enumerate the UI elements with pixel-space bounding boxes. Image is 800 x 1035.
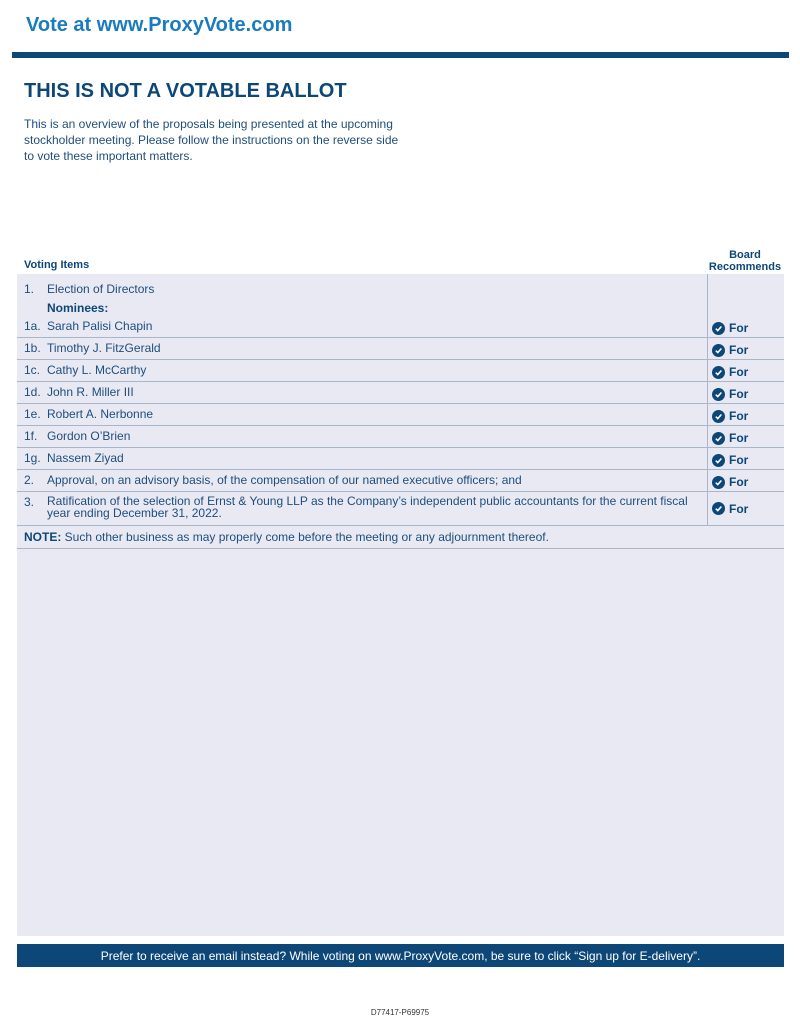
check-circle-icon	[712, 344, 725, 357]
note-label: NOTE:	[24, 530, 62, 544]
nominees-label: Nominees:	[47, 301, 109, 315]
item-number: 2.	[24, 473, 35, 487]
table-row	[17, 360, 784, 382]
item-label: Timothy J. FitzGerald	[47, 341, 161, 355]
recommendation: For	[712, 343, 748, 357]
intro-text: This is an overview of the proposals being presented at the upcoming stockholder meeting. Please follow the instructions on the reverse side to vote these important matters.	[24, 117, 399, 163]
recommendation: For	[712, 502, 748, 516]
item-label: Nassem Ziyad	[47, 451, 124, 465]
item-number: 1c.	[24, 363, 41, 377]
item-number: 1g.	[24, 451, 41, 465]
item-number: 1f.	[24, 429, 38, 443]
check-circle-icon	[712, 322, 725, 335]
check-circle-icon	[712, 476, 725, 489]
recommendation: For	[712, 321, 748, 335]
recommendation: For	[712, 431, 748, 445]
recommendation: For	[712, 453, 748, 467]
table-row	[17, 448, 784, 470]
item-label: Cathy L. McCarthy	[47, 363, 147, 377]
note-row	[17, 526, 784, 549]
item-label: Sarah Palisi Chapin	[47, 319, 153, 333]
table-row	[17, 382, 784, 404]
header-rule	[12, 52, 789, 58]
board-recommends-header: Board Recommends	[708, 249, 782, 273]
header-title: Vote at www.ProxyVote.com	[26, 14, 293, 36]
recommendation: For	[712, 409, 748, 423]
election-label: Election of Directors	[47, 282, 155, 296]
voting-items-header: Voting Items	[24, 259, 90, 271]
item-label: Gordon O’Brien	[47, 429, 131, 443]
table-row	[17, 492, 784, 526]
document-code: D77417-P69975	[370, 1008, 430, 1017]
table-row	[17, 404, 784, 426]
item-label: Robert A. Nerbonne	[47, 407, 154, 421]
check-circle-icon	[712, 502, 725, 515]
item-label: John R. Miller III	[47, 385, 134, 399]
e-delivery-banner: Prefer to receive an email instead? While voting on www.ProxyVote.com, be sure to click “Sign up for E-delivery”.	[17, 944, 784, 967]
check-circle-icon	[712, 366, 725, 379]
note-text: Such other business as may properly come before the meeting or any adjournment thereof.	[61, 530, 549, 544]
recommendation: For	[712, 475, 748, 489]
check-circle-icon	[712, 388, 725, 401]
check-circle-icon	[712, 410, 725, 423]
table-row	[17, 338, 784, 360]
recommendation: For	[712, 365, 748, 379]
item-number: 1d.	[24, 385, 41, 399]
item-label: Ratification of the selection of Ernst & Young LLP as the Company’s independent public accountants for the current fiscal year ending December 31, 2022.	[47, 494, 688, 520]
recommendation: For	[712, 387, 748, 401]
item-label: Approval, on an advisory basis, of the compensation of our named executive officers; and	[47, 473, 522, 487]
item-number: 1.	[24, 282, 35, 296]
voting-table	[17, 274, 784, 549]
check-circle-icon	[712, 432, 725, 445]
table-row	[17, 426, 784, 448]
item-number: 1a.	[24, 319, 41, 333]
item-number: 1b.	[24, 341, 41, 355]
check-circle-icon	[712, 454, 725, 467]
item-number: 1e.	[24, 407, 41, 421]
table-row	[17, 274, 784, 338]
table-row	[17, 470, 784, 492]
item-number: 3.	[24, 495, 35, 509]
page-heading: THIS IS NOT A VOTABLE BALLOT	[24, 80, 347, 102]
